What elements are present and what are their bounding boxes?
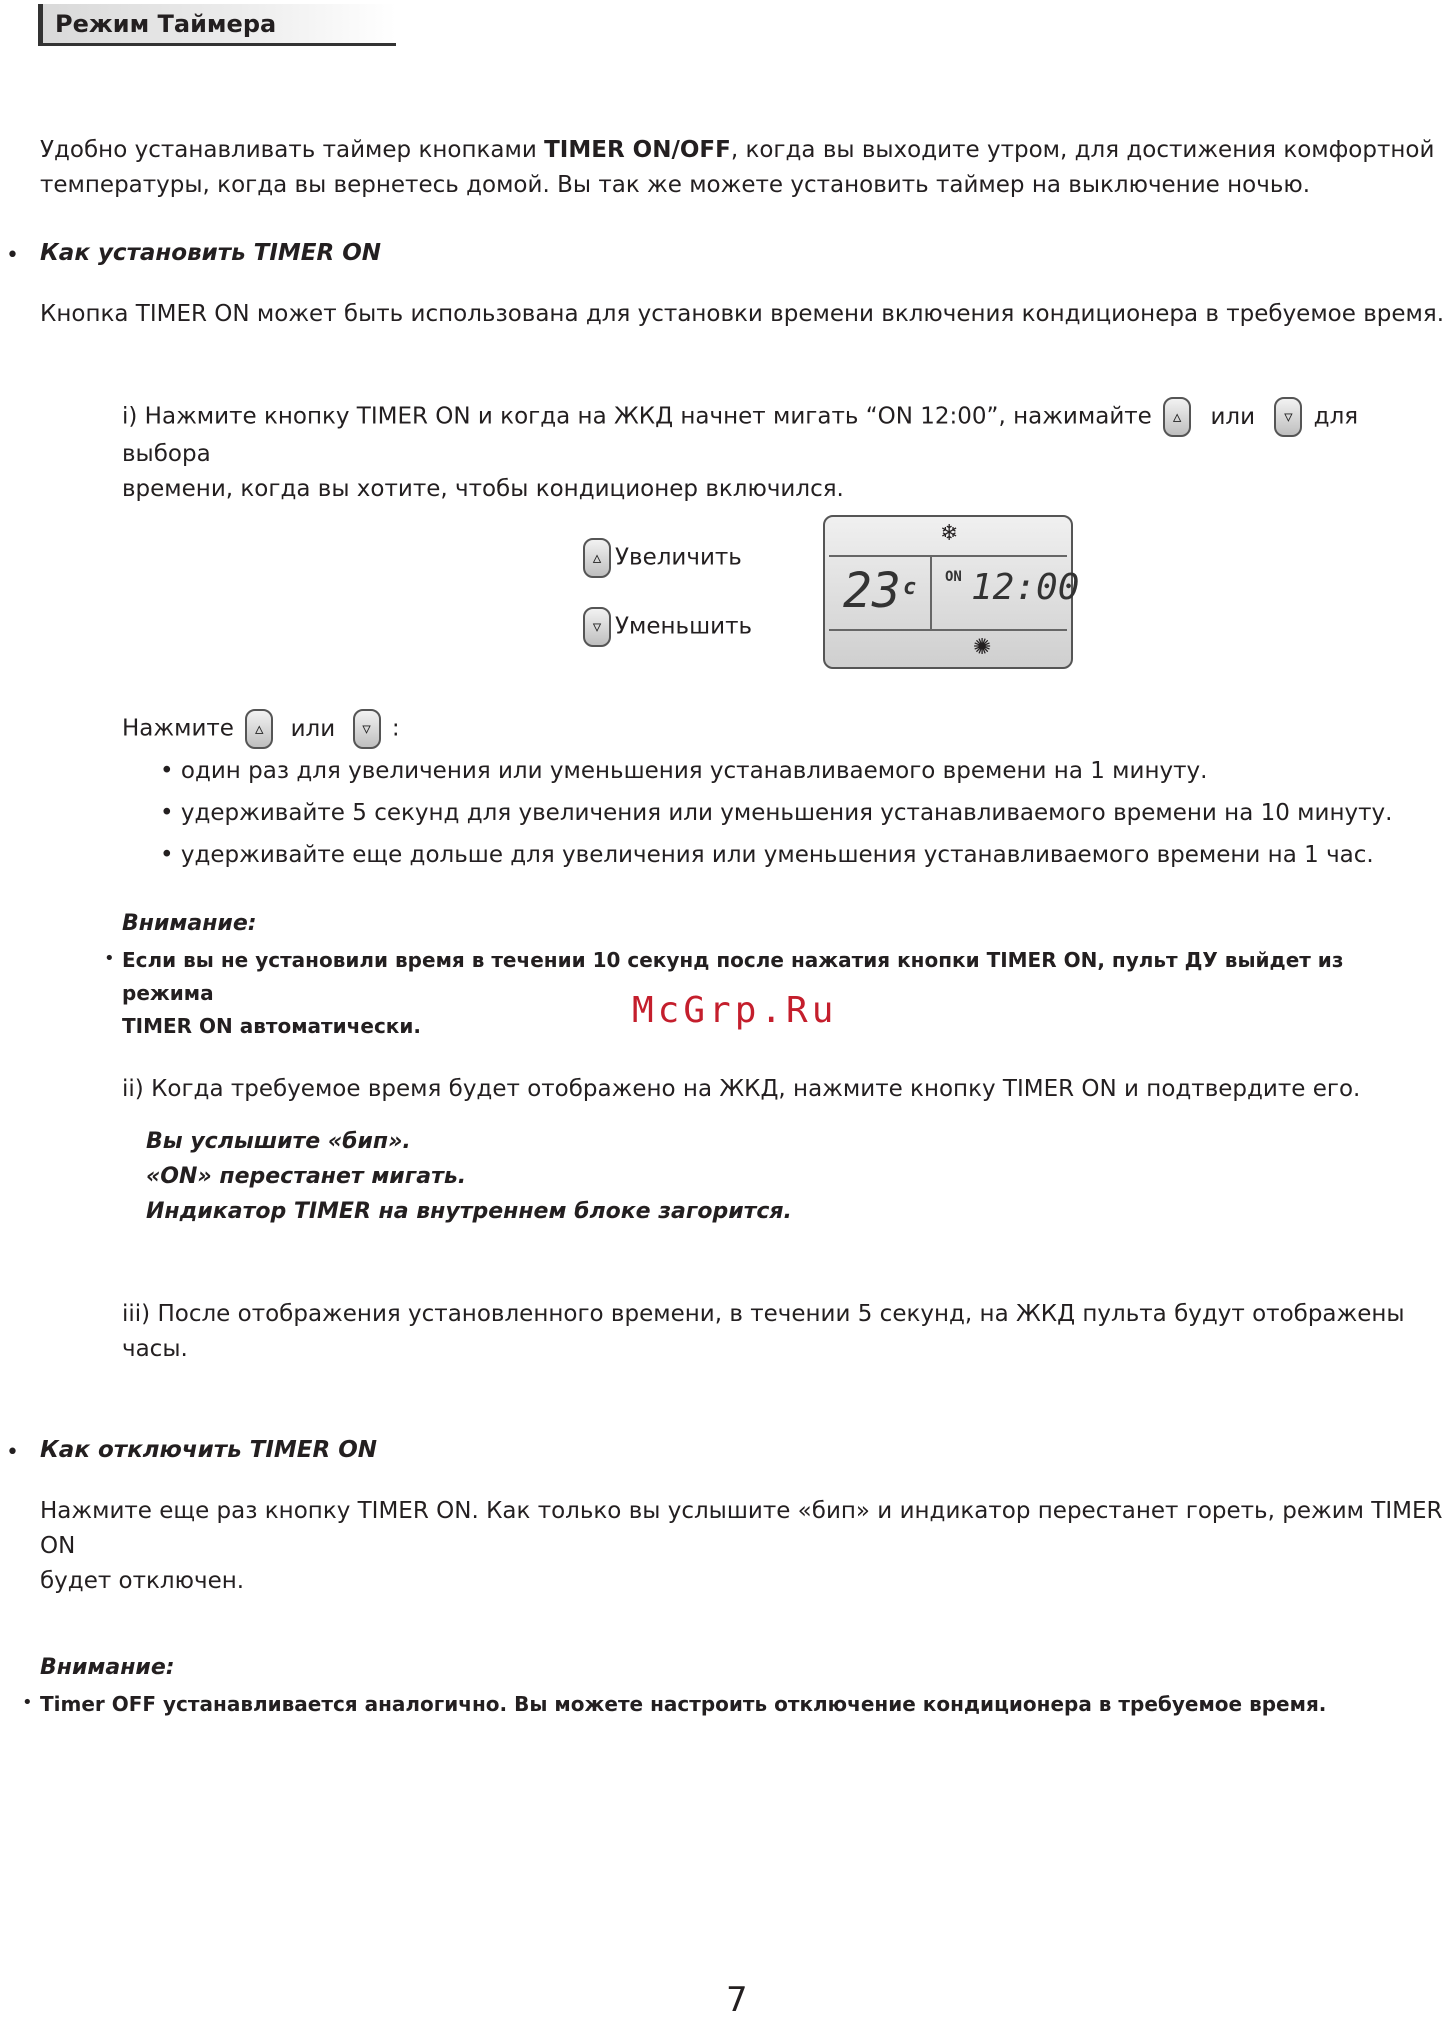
lcd-display [823,515,1080,669]
lcd-temperature: 23 [843,563,901,619]
attention-label: Внимание: [122,911,257,936]
bullet: • [6,1440,19,1465]
lcd-time: 12:00 [971,567,1080,608]
snowflake-icon: ❄ [940,521,959,546]
lcd-temp-unit: c [903,575,917,600]
heading-timer-off: Как отключить TIMER ON [40,1437,378,1463]
bullet: • [104,948,115,969]
step1: i) Нажмите кнопку TIMER ON и когда на ЖКД начнет мигать “ON 12:00”, нажимайте ▵ или ▿ для выбора времени, когда вы хотите, чтобы кондиционер включился. [122,397,1442,507]
press-line: Нажмите ▵ или ▿ : [122,709,400,749]
final-note-text: Timer OFF устанавливается аналогично. Вы можете настроить отключение кондиционера в требуемое время. [40,1692,1327,1716]
press-list [160,754,1440,873]
list-item: • удерживайте еще дольше для увеличения или уменьшения устанавливаемого времени на 1 час. [160,842,1374,868]
timer-on-desc: Кнопка TIMER ON может быть использована для установки времени включения кондиционера в требуемое время. [40,301,1445,327]
up-arrow-icon: ▵ [583,538,611,578]
attention-text: Если вы не установили время в течении 10 секунд после нажатия кнопки TIMER ON, пульт ДУ выйдет из режима TIMER ON автоматически. [122,948,1344,1038]
up-arrow-icon[interactable]: ▵ [1163,397,1191,437]
section-header [38,4,396,46]
final-attention-label: Внимание: [40,1655,175,1680]
intro-bold: TIMER ON/OFF [544,137,731,163]
heading-timer-on: Как установить TIMER ON [40,240,382,266]
up-arrow-icon[interactable]: ▵ [245,709,273,749]
legend-increase: ▵ Увеличить [583,538,742,578]
down-arrow-icon: ▿ [583,607,611,647]
intro-paragraph: Удобно устанавливать таймер кнопками TIMER ON/OFF, когда вы выходите утром, для достижения комфортной температуры, когда вы вернетесь домой. Вы так же можете установить таймер на выключение ночью. [40,137,1435,198]
watermark: McGrp.Ru [632,990,838,1031]
lcd-on-label: ON [945,569,962,585]
section-title: Режим Таймера [55,10,277,38]
page-number: 7 [726,1980,748,2020]
step3: iii) После отображения установленного времени, в течении 5 секунд, на ЖКД пульта будут отображены часы. [122,1301,1405,1362]
bullet: • [6,243,19,268]
step2: ii) Когда требуемое время будет отображено на ЖКД, нажмите кнопку TIMER ON и подтвердите его. [122,1076,1361,1102]
timer-off-desc: Нажмите еще раз кнопку TIMER ON. Как только вы услышите «бип» и индикатор перестанет гореть, режим TIMER ON будет отключен. [40,1498,1443,1594]
down-arrow-icon[interactable]: ▿ [353,709,381,749]
fan-icon: ✺ [973,635,992,660]
list-item: • удерживайте 5 секунд для увеличения или уменьшения устанавливаемого времени на 10 минуту. [160,800,1393,826]
step2-notes: Вы услышите «бип». «ON» перестанет мигать. Индикатор TIMER на внутреннем блоке загорится. [146,1129,792,1224]
down-arrow-icon[interactable]: ▿ [1274,397,1302,437]
list-item: • один раз для увеличения или уменьшения устанавливаемого времени на 1 минуту. [160,758,1208,784]
legend-decrease: ▿ Уменьшить [583,607,752,647]
bullet: • [22,1692,33,1713]
